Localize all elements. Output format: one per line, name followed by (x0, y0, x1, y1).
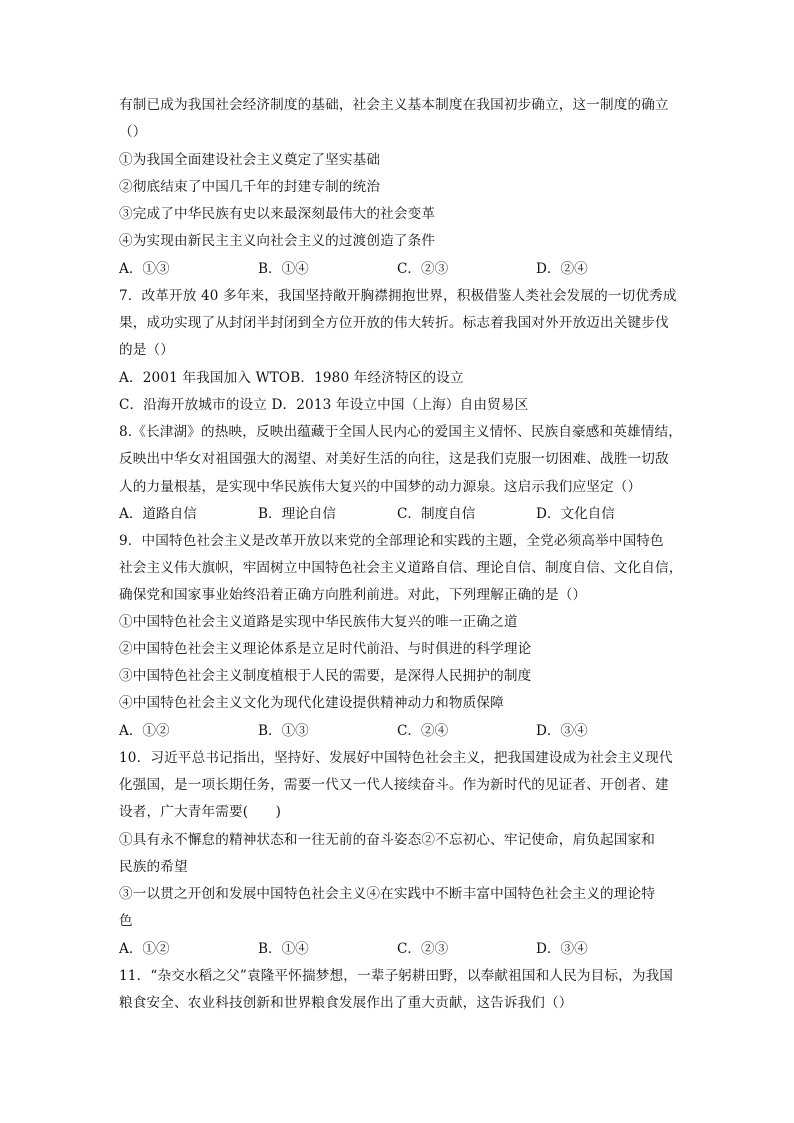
q10-statements-1-2-cont: 民族的希望 (119, 859, 188, 875)
q10-option-c: C．②③ (397, 941, 449, 957)
q6-stem-continued: 有制已成为我国社会经济制度的基础，社会主义基本制度在我国初步确立，这一制度的确立 (119, 97, 669, 113)
q6-option-b: B．①④ (258, 261, 309, 277)
q8-option-d: D．文化自信 (536, 506, 615, 522)
q11-stem-line-1: 11．“杂交水稻之父”袁隆平怀揣梦想，一辈子躬耕田野，以奉献祖国和人民为目标，为我国 (119, 968, 674, 984)
q6-option-c: C．②③ (397, 261, 449, 277)
q9-statement-2: ②中国特色社会主义理论体系是立足时代前沿、与时俱进的科学理论 (119, 641, 532, 657)
q8-option-b: B．理论自信 (258, 506, 336, 522)
q8-stem-line-1: 8.《长津湖》的热映，反映出蕴藏于全国人民内心的爱国主义情怀、民族自豪感和英雄情结， (119, 424, 683, 440)
q7-stem-line-1: 7．改革开放 40 多年来，我国坚持敞开胸襟拥抱世界，积极借鉴人类社会发展的一切优秀成 (119, 288, 677, 304)
q8-option-a: A．道路自信 (119, 506, 197, 522)
q10-option-a: A．①② (119, 941, 170, 957)
q6-statement-3: ③完成了中华民族有史以来最深刻最伟大的社会变革 (119, 206, 436, 222)
q8-option-c: C．制度自信 (397, 506, 476, 522)
q6-option-a: A．①③ (119, 261, 170, 277)
q9-stem-line-2: 社会主义伟大旗帜，牢固树立中国特色社会主义道路自信、理论自信、制度自信、文化自信， (119, 560, 683, 576)
q8-stem-line-2: 反映出中华女对祖国强大的渴望、对美好生活的向往，这是我们克服一切困难、战胜一切敌 (119, 451, 669, 467)
q9-statement-1: ①中国特色社会主义道路是实现中华民族伟大复兴的唯一正确之道 (119, 614, 518, 630)
q10-statements-3-4-cont: 色 (119, 913, 133, 929)
q7-options-ab: A．2001 年我国加入 WTOB．1980 年经济特区的设立 (119, 370, 464, 386)
q6-statement-2: ②彻底结束了中国几千年的封建专制的统治 (119, 179, 381, 195)
q10-options (119, 940, 679, 958)
q9-option-a: A．①② (119, 723, 170, 739)
q6-option-d: D．②④ (536, 261, 588, 277)
q9-statement-3: ③中国特色社会主义制度植根于人民的需要，是深得人民拥护的制度 (119, 668, 532, 684)
q11-stem-line-2: 粮食安全、农业科技创新和世界粮食发展作出了重大贡献，这告诉我们（） (119, 995, 573, 1011)
q8-options (119, 505, 679, 523)
q9-options (119, 722, 679, 740)
q6-statement-4: ④为实现由新民主主义向社会主义的过渡创造了条件 (119, 233, 436, 249)
q9-statement-4: ④中国特色社会主义文化为现代化建设提供精神动力和物质保障 (119, 695, 504, 711)
q9-option-b: B．①③ (258, 723, 309, 739)
q10-stem-line-1: 10．习近平总书记指出，坚持好、发展好中国特色社会主义，把我国建设成为社会主义现代 (119, 750, 673, 766)
q6-statement-1: ①为我国全面建设社会主义奠定了坚实基础 (119, 152, 381, 168)
q8-stem-line-3: 人的力量根基，是实现中华民族伟大复兴的中国梦的动力源泉。这启示我们应坚定（） (119, 479, 642, 495)
q10-statements-3-4: ③一以贯之开创和发展中国特色社会主义④在实践中不断丰富中国特色社会主义的理论特 (119, 886, 656, 902)
q6-options (119, 260, 679, 278)
q10-stem-line-2: 化强国，是一项长期任务，需要一代又一代人接续奋斗。作为新时代的见证者、开创者、建 (119, 777, 669, 793)
q9-option-d: D．③④ (536, 723, 588, 739)
q10-option-d: D．③④ (536, 941, 588, 957)
q7-stem-line-3: 的是（） (119, 342, 174, 358)
q9-stem-line-3: 确保党和国家事业始终沿着正确方向胜利前进。对此，下列理解正确的是（） (119, 587, 587, 603)
q6-answer-blank: （） (119, 124, 147, 140)
q9-stem-line-1: 9．中国特色社会主义是改革开放以来党的全部理论和实践的主题，全党必须高举中国特色 (119, 533, 664, 549)
q10-option-b: B．①④ (258, 941, 309, 957)
q10-stem-line-3: 设者，广大青年需要( ) (119, 804, 282, 820)
q7-options-cd: C．沿海开放城市的设立 D．2013 年设立中国（上海）自由贸易区 (119, 397, 529, 413)
q10-statements-1-2: ①具有永不懈怠的精神状态和一往无前的奋斗姿态②不忘初心、牢记使命，肩负起国家和 (119, 832, 656, 848)
q7-stem-line-2: 果，成功实现了从封闭半封闭到全方位开放的伟大转折。标志着我国对外开放迈出关键步伐 (119, 315, 669, 331)
q9-option-c: C．②④ (397, 723, 449, 739)
